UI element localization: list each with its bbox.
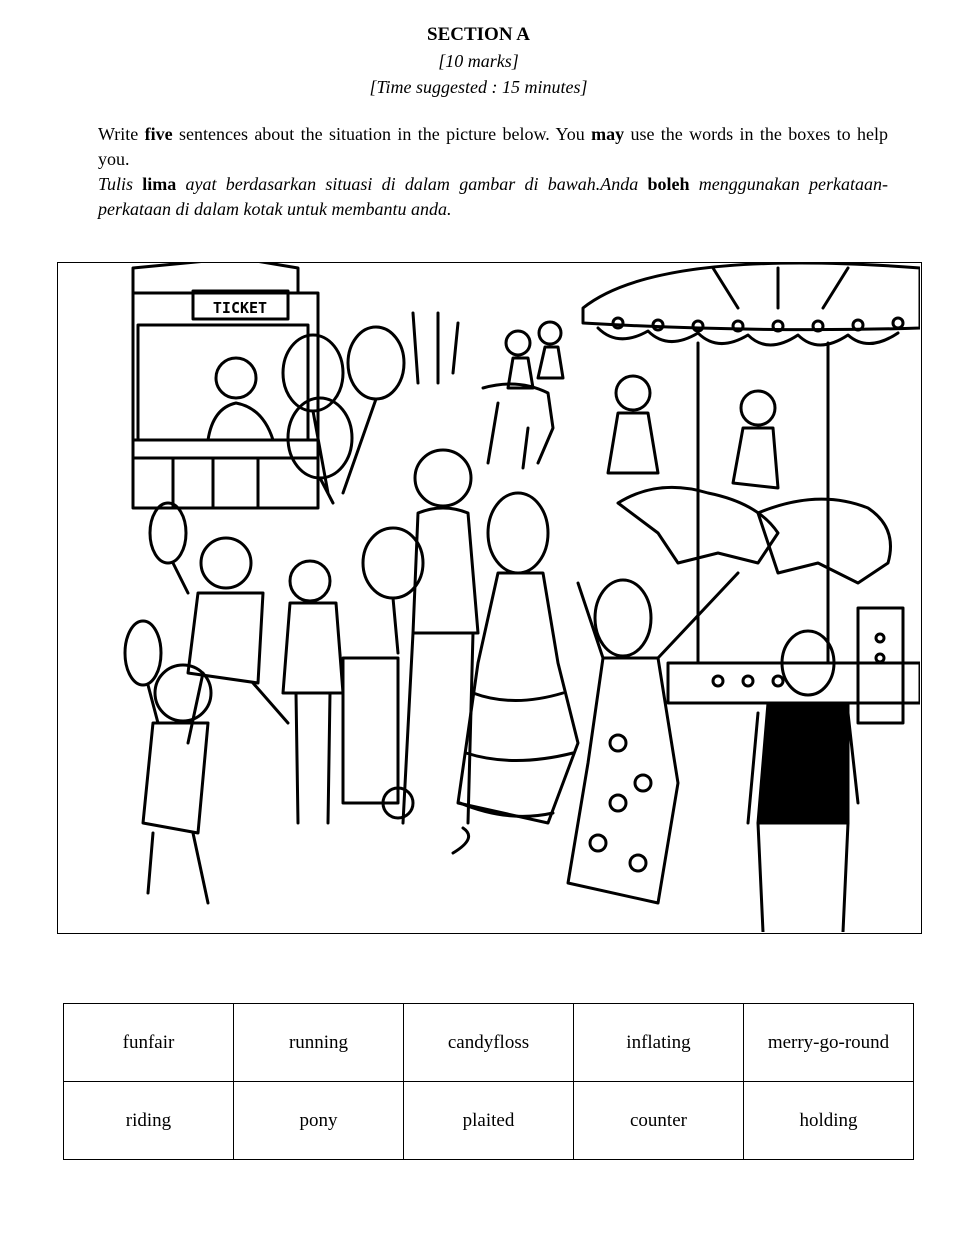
running-children xyxy=(125,503,288,903)
section-time: [Time suggested : 15 minutes] xyxy=(369,77,588,97)
pony-rides xyxy=(413,313,563,468)
text: Write xyxy=(98,124,145,144)
word-row xyxy=(64,1004,914,1082)
word-box xyxy=(63,1003,914,1160)
instruction-english xyxy=(98,122,888,172)
ticket-sign: TICKET xyxy=(212,299,268,317)
word-row xyxy=(64,1082,914,1160)
man-in-vest xyxy=(748,631,858,932)
text: use the words in the boxes to help you. xyxy=(98,124,888,169)
word-cell: pony xyxy=(234,1082,404,1160)
girl-spotted-dress xyxy=(568,573,738,903)
section-marks: [10 marks] xyxy=(438,51,519,71)
word-cell: riding xyxy=(64,1082,234,1160)
instructions xyxy=(98,122,888,222)
boy-with-balloons xyxy=(283,561,343,823)
ticket-booth xyxy=(133,263,318,508)
word-cell: counter xyxy=(574,1082,744,1160)
word-cell: plaited xyxy=(404,1082,574,1160)
text: menggunakan perkataan-perkataan di dalam kotak untuk membantu anda. xyxy=(98,174,888,219)
text: Tulis xyxy=(98,174,143,194)
word-cell: candyfloss xyxy=(404,1004,574,1082)
carousel xyxy=(583,263,920,703)
word-cell: merry-go-round xyxy=(744,1004,914,1082)
ticket-machine xyxy=(858,608,903,723)
word-cell: holding xyxy=(744,1082,914,1160)
emphasis: five xyxy=(144,124,173,144)
word-cell: funfair xyxy=(64,1004,234,1082)
funfair-illustration xyxy=(57,262,922,934)
text: sentences about the situation in the picture below. You xyxy=(172,124,592,144)
section-title: SECTION A xyxy=(427,24,530,45)
text: ayat berdasarkan situasi di dalam gambar di bawah.Anda xyxy=(176,174,648,194)
girl-frilled-dress xyxy=(458,493,578,823)
emphasis: lima xyxy=(142,174,177,194)
instruction-malay xyxy=(98,172,888,222)
emphasis: may xyxy=(591,124,625,144)
section-header xyxy=(0,22,957,100)
emphasis: boleh xyxy=(647,174,690,194)
funfair-drawing xyxy=(58,263,920,932)
clown xyxy=(343,450,478,853)
word-cell: inflating xyxy=(574,1004,744,1082)
word-cell: running xyxy=(234,1004,404,1082)
